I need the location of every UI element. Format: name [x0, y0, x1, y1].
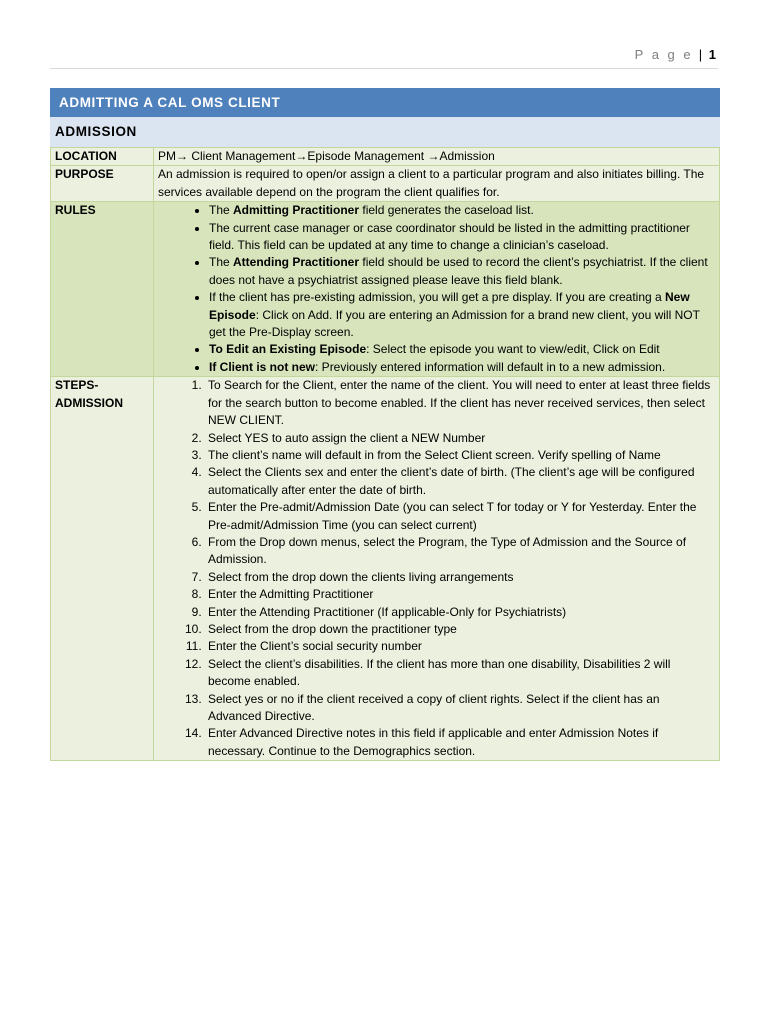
- location-label: LOCATION: [51, 148, 154, 166]
- rule-item: • If Client is not new: Previously entered information will default in to a new admission.: [209, 359, 715, 376]
- rule-item: • The Admitting Practitioner field generates the caseload list.: [209, 202, 715, 219]
- rule-item: • To Edit an Existing Episode: Select the episode you want to view/edit, Click on Edit: [209, 341, 715, 358]
- steps-cell: [154, 377, 720, 761]
- step-item: 1. To Search for the Client, enter the name of the client. You will need to enter at least three fields for the search button to become enabled. If the client has never received services, then select NEW CLIENT.: [205, 377, 715, 429]
- page-label: P a g e: [634, 47, 694, 62]
- section-title-bar: [50, 117, 720, 147]
- step-item: 8. Enter the Admitting Practitioner: [205, 586, 715, 603]
- page-number: 1: [708, 47, 716, 62]
- location-path: [154, 148, 720, 166]
- rules-cell: [154, 202, 720, 377]
- document-title-banner: [50, 88, 720, 117]
- purpose-text: An admission is required to open/or assign a client to a particular program and also initiates billing. The services available depend on the program the client qualifies for.: [154, 166, 720, 202]
- rules-row: [51, 202, 720, 377]
- steps-label: [51, 377, 154, 761]
- purpose-label: PURPOSE: [51, 166, 154, 202]
- steps-row: [51, 377, 720, 761]
- step-item: 13. Select yes or no if the client received a copy of client rights. Select if the client has an Advanced Directive.: [205, 691, 715, 726]
- step-item: 14. Enter Advanced Directive notes in this field if applicable and enter Admission Notes if necessary. Continue to the Demographics section.: [205, 725, 715, 760]
- rule-item: • The Attending Practitioner field should be used to record the client’s psychiatrist. If the client does not have a psychiatrist assigned please leave this field blank.: [209, 254, 715, 289]
- step-item: 4. Select the Clients sex and enter the client’s date of birth. (The client’s age will be configured automatically after enter the date of birth.: [205, 464, 715, 499]
- arrow-right-icon: →: [176, 149, 188, 163]
- step-item: 2. Select YES to auto assign the client a NEW Number: [205, 430, 715, 447]
- step-item: 10. Select from the drop down the practitioner type: [205, 621, 715, 638]
- rules-list: [158, 202, 715, 376]
- step-item: 6. From the Drop down menus, select the Program, the Type of Admission and the Source of Admission.: [205, 534, 715, 569]
- step-item: 12. Select the client’s disabilities. If the client has more than one disability, Disabilities 2 will become enabled.: [205, 656, 715, 691]
- steps-label-line: ADMISSION: [55, 395, 124, 410]
- step-item: 9. Enter the Attending Practitioner (If applicable-Only for Psychiatrists): [205, 604, 715, 621]
- rule-item: • The current case manager or case coordinator should be listed in the admitting practitioner field. This field can be updated at any time to change a clinician’s caseload.: [209, 220, 715, 255]
- purpose-row: [51, 166, 720, 202]
- steps-list: [158, 377, 715, 760]
- steps-label-line: STEPS-: [55, 378, 99, 393]
- step-item: 3. The client’s name will default in from the Select Client screen. Verify spelling of Name: [205, 447, 715, 464]
- step-item: 7. Select from the drop down the clients living arrangements: [205, 569, 715, 586]
- location-row: [51, 148, 720, 166]
- section-title: ADMISSION: [55, 124, 137, 139]
- page-separator: |: [698, 47, 703, 62]
- location-part: Client Management: [188, 149, 296, 163]
- location-part: Episode Management: [307, 149, 428, 163]
- location-part: Admission: [439, 149, 495, 163]
- header-divider: [50, 68, 718, 69]
- step-item: 5. Enter the Pre-admit/Admission Date (you can select T for today or Y for Yesterday. Enter the Pre-admit/Admission Time (you can select current): [205, 499, 715, 534]
- admission-procedure-table: [50, 147, 720, 761]
- document-title: ADMITTING A CAL OMS CLIENT: [59, 95, 281, 110]
- step-item: 11. Enter the Client’s social security number: [205, 638, 715, 655]
- arrow-right-icon: →: [427, 149, 440, 163]
- location-part: PM: [158, 149, 176, 163]
- rules-label: RULES: [51, 202, 154, 377]
- rule-item: • If the client has pre-existing admission, you will get a pre display. If you are creating a New Episode: Click on Add. If you are entering an Admission for a brand new client, you will NOT get the Pre-Display screen.: [209, 289, 715, 341]
- page-number-header: [560, 47, 716, 62]
- arrow-right-icon: →: [295, 149, 308, 163]
